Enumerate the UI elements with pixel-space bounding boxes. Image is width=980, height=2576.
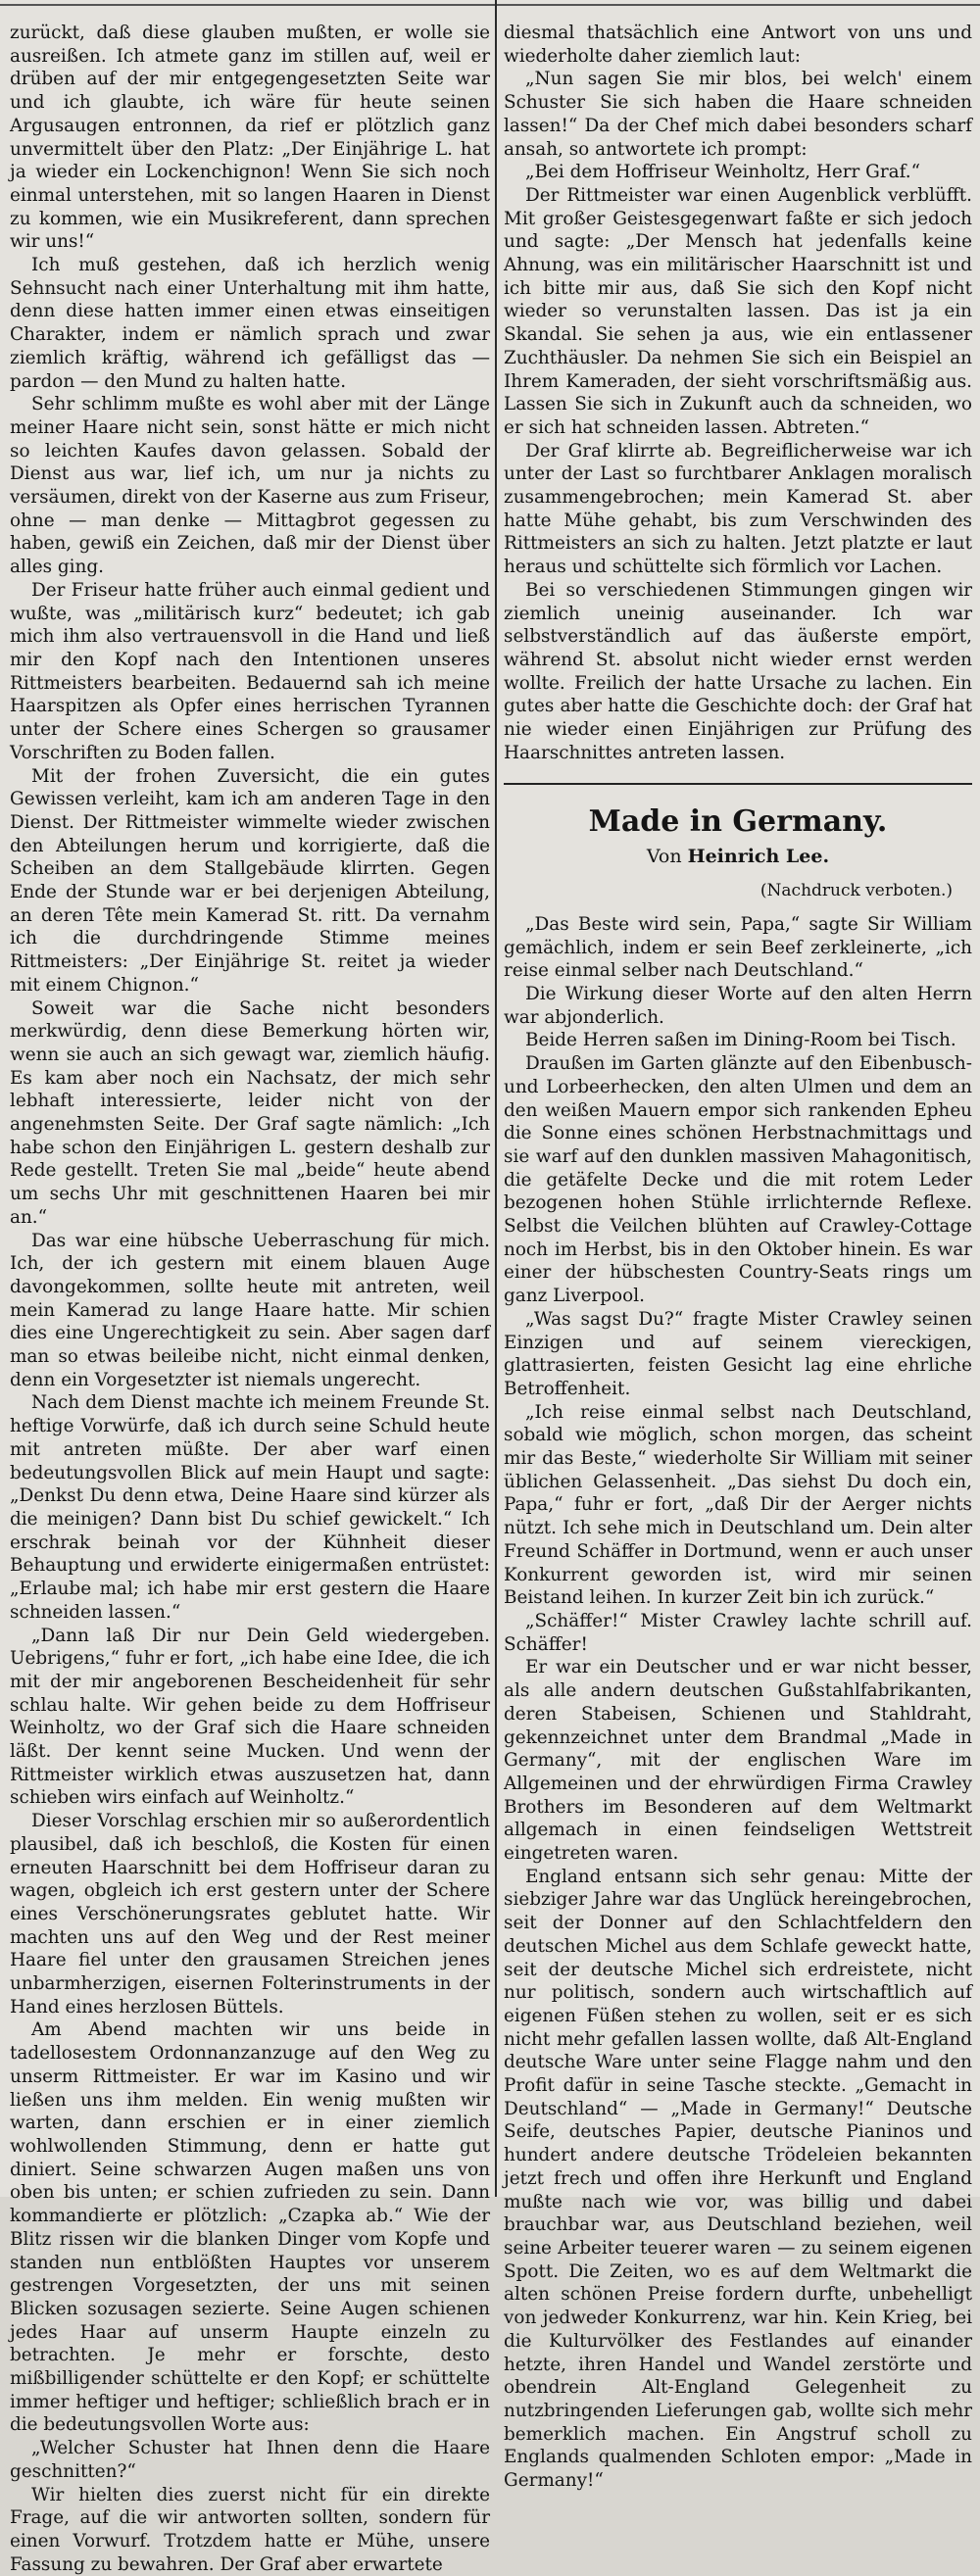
paragraph: „Nun sagen Sie mir blos, bei welch' einem Schuster Sie sich haben die Haare schneiden lassen!“ Da der Chef mich dabei besonders scharf ansah, so antwortete ich prompt: (504, 69, 972, 160)
paragraph: „Dann laß Dir nur Dein Geld wiedergeben. Uebrigens,“ fuhr er fort, „ich habe eine Idee, die ich mit der mir angeborenen Bescheidenheit für sehr schlau halte. Wir gehen beide zu dem Hoffriseur Weinholtz, wo der Graf sich die Haare schneiden läßt. Der kennt seine Mucken. Und wenn der Rittmeister wirklich etwas auszusetzen hat, dann schieben wirs einfach auf Weinholtz.“ (10, 1625, 490, 1809)
top-rule (0, 4, 980, 6)
section-separator (504, 783, 972, 785)
reprint-note: (Nachdruck verboten.) (760, 881, 953, 901)
paragraph: Am Abend machten wir uns beide in tadellosestem Ordonnanzanzuge auf den Weg zu unserm Rittmeister. Er war im Kasino und wir ließen uns ihm melden. Ein wenig mußten wir warten, dann erschien er in einer ziemlich wohlwollenden Stimmung, denn er hatte gut diniert. Seine schwarzen Augen maßen uns von oben bis unten; er schien zufrieden zu sein. Dann kommandierte er plötzlich: „Czapka ab.“ Wie der Blitz rissen wir die blanken Dinger vom Kopfe und standen nun entblößten Hauptes vor unserem gestrengen Vorgesetzten, der uns mit seinen Blicken sozusagen sezierte. Seine Augen schienen jedes Haar auf unserm Haupte einzeln zu betrachten. Je mehr er forschte, desto mißbilligender schüttelte er den Kopf; er schüttelte immer heftiger und heftiger; schließlich brach er in die bedeutungsvollen Worte aus: (10, 2019, 490, 2436)
byline (504, 846, 972, 869)
paragraph: Das war eine hübsche Ueberraschung für mich. Ich, der ich gestern mit einem blauen Auge davongekommen, sollte heute mit antreten, weil mein Kamerad zu lange Haare hatte. Mir schien dies eine Ungerechtigkeit zu sein. Aber sagen darf man so etwas beileibe nicht, nicht einmal denken, denn ein Vorgesetzter ist niemals ungerecht. (10, 1230, 490, 1390)
paragraph: „Was sagst Du?“ fragte Mister Crawley seinen Einzigen und auf seinem viereckigen, glattrasierten, feisten Gesicht lag eine ehrliche Betroffenheit. (504, 1308, 972, 1399)
paragraph: Der Graf klirrte ab. Begreiflicherweise war ich unter der Last so furchtbarer Anklagen moralisch zusammengebrochen; mein Kamerad St. aber hatte Mühe gehabt, bis zum Verschwinden des Rittmeisters an sich zu halten. Jetzt platzte er laut heraus und schüttelte sich förmlich vor Lachen. (504, 440, 972, 578)
story-title: Made in Germany. (588, 803, 888, 839)
byline-author: Heinrich Lee. (687, 845, 830, 867)
paragraph: Er war ein Deutscher und er war nicht besser, als alle andern deutschen Gußstahlfabrikanten, deren Stabeisen, Schienen und Stahldraht, gekennzeichnet unter dem Brandmal „Made in Germany“, mit der englischen Ware im Allgemeinen und der ehrwürdigen Firma Crawley Brothers im Besonderen auf dem Weltmarkt allgemach in einen feindseligen Wettstreit eingetreten waren. (504, 1657, 972, 1865)
paragraph: Dieser Vorschlag erschien mir so außerordentlich plausibel, daß ich beschloß, die Kosten für einen erneuten Haarschnitt bei dem Hoffriseur daran zu wagen, obgleich ich erst gestern unter der Schere eines Verschönerungsrates geblutet hatte. Wir machten uns auf den Weg und der Rest meiner Haare fiel unter den grausamen Streichen jenes unbarmherzigen, eisernen Folterinstruments in der Hand eines herzlosen Büttels. (10, 1811, 490, 2017)
paragraph: England entsann sich sehr genau: Mitte der siebziger Jahre war das Unglück hereingebrochen, seit der Donner auf den Schlachtfeldern den deutschen Michel aus dem Schlafe geweckt hatte, seit der deutsche Michel sich erdreistete, nicht nur politisch, sondern auch wirtschaftlich auf eigenen Füßen stehen zu wollen, seit er es sich nicht mehr gefallen lassen wollte, daß Alt-England deutsche Ware unter seine Flagge nahm und den Profit dafür in seine Tasche steckte. „Gemacht in Deutschland“ — „Made in Germany!“ Deutsche Seife, deutsches Papier, deutsche Pianinos und hundert andere deutsche Trödeleien bekannten jetzt frech und offen ihre Herkunft und England mußte nach wie vor, was billig und dabei brauchbar war, aus Deutschland beziehen, weil seine Arbeiter teuerer waren — zu seinem eigenen Spott. Die Zeiten, wo es auf dem Weltmarkt die alten schönen Preise fordern durfte, unbehelligt von jedweder Konkurrenz, war hin. Kein Krieg, bei die Kulturvölker des Festlandes auf einander hetzte, ihren Handel und Wandel zerstörte und obendrein Alt-England Gelegenheit zu nutzbringenden Lieferungen gab, wollte sich mehr bemerklich machen. Ein Angstruf scholl zu Englands qualmenden Schloten empor: „Made in Germany!“ (504, 1866, 972, 2492)
paragraph: Nach dem Dienst machte ich meinem Freunde St. heftige Vorwürfe, daß ich durch seine Schuld heute mit antreten müßte. Der aber warf einen bedeutungsvollen Blick auf mein Haupt und sagte: „Denkst Du denn etwa, Deine Haare sind kürzer als die meinigen? Dann bist Du schief gewickelt.“ Ich erschrak beinah vor der Kühnheit dieser Behauptung und erwiderte einigermaßen entrüstet: „Erlaube mal; ich habe mir erst gestern die Haare schneiden lassen.“ (10, 1392, 490, 1623)
paragraph: Der Rittmeister war einen Augenblick verblüfft. Mit großer Geistesgegenwart faßte er sich jedoch und sagte: „Der Mensch hat jedenfalls keine Ahnung, was ein militärischer Haarschnitt ist und ich bitte mir aus, daß Sie sich den Kopf nicht wieder so verunstalten lassen. Das ist ja ein Skandal. Sie sehen ja aus, wie ein entlassener Zuchthäusler. Da nehmen Sie sich ein Beispiel an Ihrem Kameraden, der sieht vorschriftsmäßig aus. Lassen Sie sich in Zukunft auch da schneiden, wo er sich hat schneiden lassen. Abtreten.“ (504, 184, 972, 438)
paragraph: Die Wirkung dieser Worte auf den alten Herrn war abjonderlich. (504, 984, 972, 1028)
byline-prefix: Von (646, 845, 682, 867)
paragraph: Draußen im Garten glänzte auf den Eibenbusch- und Lorbeerhecken, den alten Ulmen und dem an den weißen Mauern empor sich rankenden Epheu die Sonne eines schönen Herbstnachmittags und sie warf auf den dunklen massiven Mahagonitisch, die getäfelte Decke und die mit rotem Leder bezogenen hohen Stühle irrlichternde Reflexe. Selbst die Veilchen blühten auf Crawley-Cottage noch im Herbst, bis in den Oktober hinein. Es war einer der hübschesten Country-Seats rings um ganz Liverpool. (504, 1053, 972, 1307)
paragraph: „Ich reise einmal selbst nach Deutschland, sobald wie möglich, schon morgen, das scheint mir das Beste,“ wiederholte Sir William mit seiner üblichen Gelassenheit. „Das siehst Du doch ein, Papa,“ fuhr er fort, „daß Dir der Aerger nichts nützt. Ich sehe mich in Deutschland um. Dein alter Freund Schäffer in Dortmund, wenn er auch unser Konkurrent geworden ist, wird mir seinen Beistand leihen. In kurzer Zeit bin ich zurück.“ (504, 1401, 972, 1609)
paragraph: Wir hielten dies zuerst nicht für ein direkte Frage, auf die wir antworten sollten, sondern für einen Vorwurf. Trotzdem hatte er Mühe, unsere Fassung zu bewahren. Der Graf aber erwartete (10, 2484, 490, 2575)
paragraph: Bei so verschiedenen Stimmungen gingen wir ziemlich uneinig auseinander. Ich war selbstverständlich auf das äußerste empört, während St. absolut nicht wieder ernst werden wollte. Freilich der hatte Ursache zu lachen. Ein gutes aber hatte die Geschichte doch: der Graf hat nie wieder einen Einjährigen zur Prüfung des Haarschnittes antreten lassen. (504, 579, 972, 763)
paragraph: Ich muß gestehen, daß ich herzlich wenig Sehnsucht nach einer Unterhaltung mit ihm hatte, denn diese hatten immer einen etwas einseitigen Charakter, indem er nämlich sprach und zwar ziemlich kräftig, während ich gefälligst das — pardon — den Mund zu halten hatte. (10, 255, 490, 392)
paragraph: „Bei dem Hoffriseur Weinholtz, Herr Graf.“ (525, 162, 921, 183)
paragraph: „Schäffer!“ Mister Crawley lachte schrill auf. Schäffer! (504, 1611, 972, 1655)
paragraph: Beide Herren saßen im Dining-Room bei Tisch. (525, 1030, 956, 1051)
left-column (10, 22, 490, 2576)
paragraph: Soweit war die Sache nicht besonders merkwürdig, denn diese Bemerkung hörten wir, wenn sie auch an sich gewagt war, ziemlich häufig. Es kam aber noch ein Nachsatz, der mich sehr lebhaft interessierte, leider nicht von der angenehmsten Seite. Der Graf sagte nämlich: „Ich habe schon den Einjährigen L. gestern deshalb zur Rede gestellt. Treten Sie mal „beide“ heute abend um sechs Uhr mit geschnittenen Haaren bei mir an.“ (10, 997, 490, 1228)
paragraph: zurückt, daß diese glauben mußten, er wolle sie ausreißen. Ich atmete ganz im stillen auf, weil er drüben auf der mir entgegengesetzten Seite war und ich glaubte, ich wäre für heute seinen Argusaugen entronnen, da rief er plötzlich ganz unvermittelt über den Platz: „Der Einjährige L. hat ja wieder ein Lockenchignon! Wenn Sie sich noch einmal unterstehen, mit so langen Haaren in Dienst zu kommen, wie ein Musikreferent, dann sprechen wir uns!“ (10, 23, 490, 253)
paragraph: „Welcher Schuster hat Ihnen denn die Haare geschnitten?“ (10, 2438, 490, 2482)
paragraph: „Das Beste wird sein, Papa,“ sagte Sir William gemächlich, indem er sein Beef zerkleinerte, „ich reise einmal selber nach Deutschland.“ (504, 913, 972, 982)
right-column (504, 22, 972, 2493)
paragraph: Sehr schlimm mußte es wohl aber mit der Länge meiner Haare nicht sein, sonst hätte er mich nicht so leichten Kaufes davon gelassen. Sobald der Dienst aus war, lief ich, um nur ja nichts zu versäumen, direkt von der Kaserne aus zum Friseur, ohne — man denke — Mittagbrot gegessen zu haben, gewiß ein Zeichen, daß mir der Dienst über alles ging. (10, 394, 490, 578)
paragraph: diesmal thatsächlich eine Antwort von uns und wiederholte daher ziemlich laut: (504, 23, 972, 67)
paragraph: Mit der frohen Zuversicht, die ein gutes Gewissen verleiht, kam ich am anderen Tage in den Dienst. Der Rittmeister wimmelte wieder zwischen den Abteilungen herum und korrigierte, daß die Scheiben an dem Stallgebäude klirrten. Gegen Ende der Stunde war er bei derjenigen Abteilung, an deren Tête mein Kamerad St. ritt. Da vernahm ich die durchdringende Stimme meines Rittmeisters: „Der Einjährige St. reitet ja wieder mit einem Chignon.“ (10, 765, 490, 996)
paragraph: Der Friseur hatte früher auch einmal gedient und wußte, was „militärisch kurz“ bedeutet; ich gab mich ihm also vertrauensvoll in die Hand und ließ mir den Kopf nach den Intentionen unseres Rittmeisters bearbeiten. Bedauernd sah ich meine Haarspitzen als Opfer eines herrischen Tyrannen unter der Schere eines Schergen so grausamer Vorschriften zu Boden fallen. (10, 579, 490, 763)
column-divider (495, 0, 497, 2197)
